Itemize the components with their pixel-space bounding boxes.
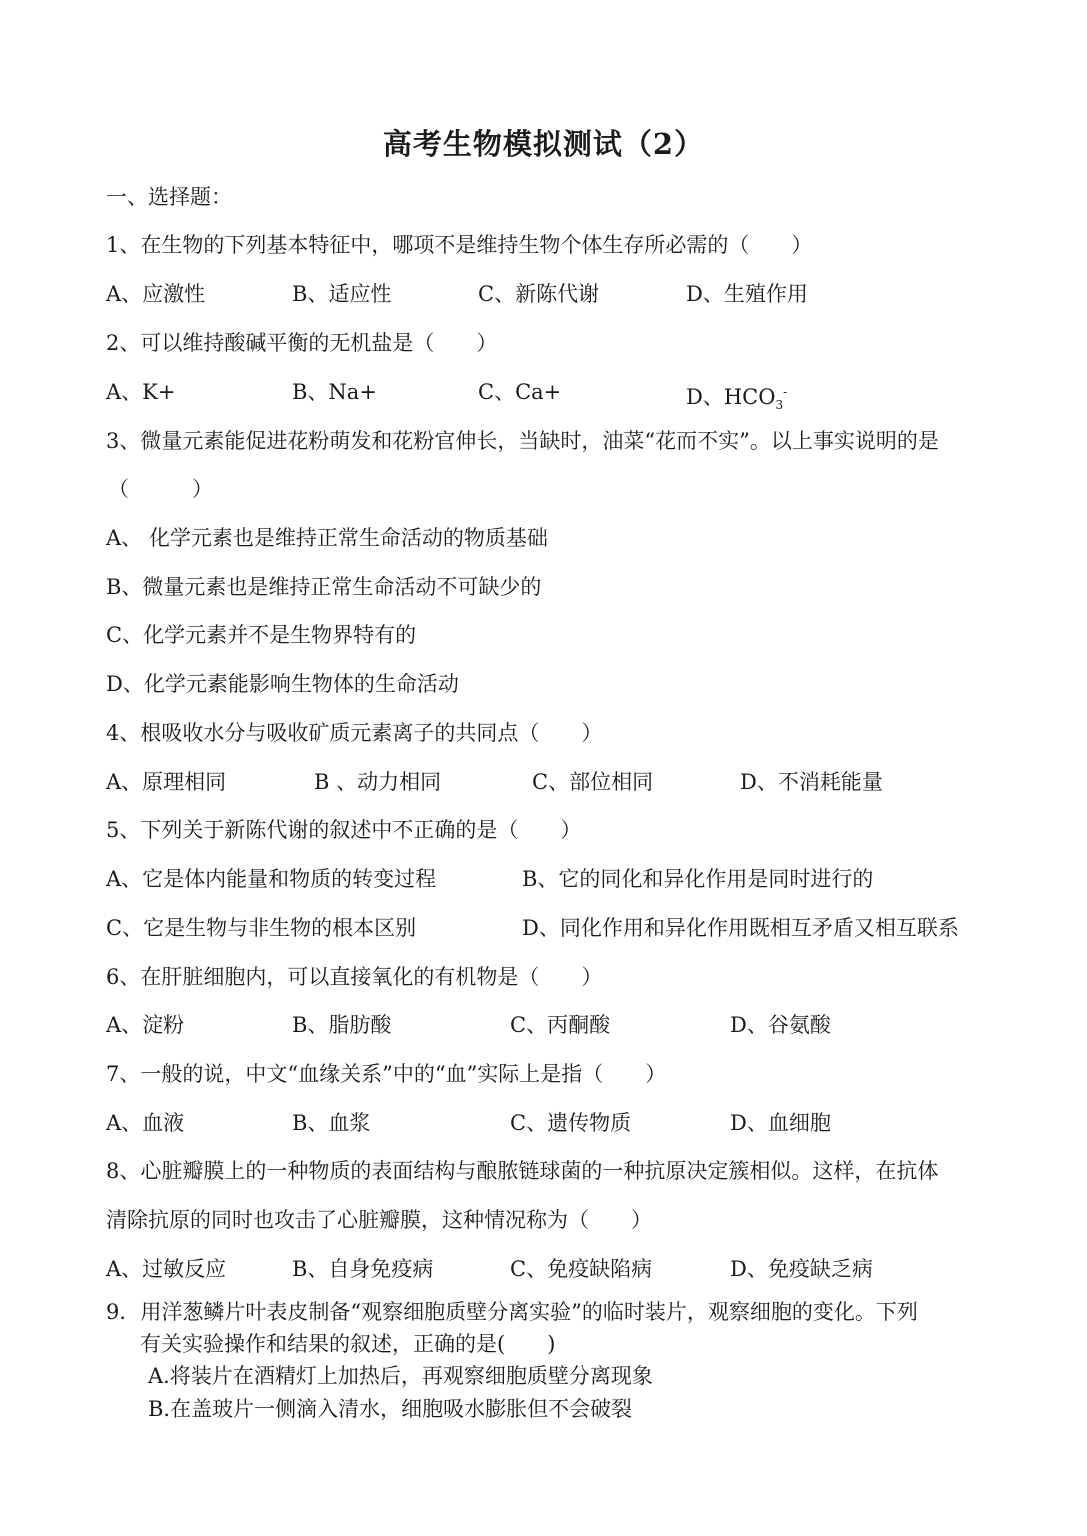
question-2-option-b: B、Na+ [292, 380, 377, 404]
question-4-option-b: B 、动力相同 [314, 770, 442, 794]
section-heading: 一、选择题： [106, 185, 232, 209]
question-6-option-b: B、脂肪酸 [292, 1013, 392, 1037]
question-8-stem-line-1: 8、心脏瓣膜上的一种物质的表面结构与酿脓链球菌的一种抗原决定簇相似。这样，在抗体 [106, 1159, 939, 1183]
question-3-option-a: A、 化学元素也是维持正常生命活动的物质基础 [106, 526, 548, 550]
question-3-option-d: D、化学元素能影响生物体的生命活动 [106, 672, 459, 696]
question-1-option-a: A、应激性 [106, 282, 206, 306]
question-4-option-d: D、不消耗能量 [740, 770, 883, 794]
question-6-stem: 6、在肝脏细胞内，可以直接氧化的有机物是（ ） [106, 965, 603, 989]
question-6-option-c: C、丙酮酸 [510, 1013, 611, 1037]
question-2-stem: 2、可以维持酸碱平衡的无机盐是（ ） [106, 331, 498, 355]
question-3-option-b: B、微量元素也是维持正常生命活动不可缺少的 [106, 575, 542, 599]
question-3-stem-line-1: 3、微量元素能促进花粉萌发和花粉官伸长，当缺时，油菜“花而不实”。以上事实说明的是 [106, 429, 939, 453]
question-7-stem: 7、一般的说，中文“血缘关系”中的“血”实际上是指（ ） [106, 1062, 667, 1086]
question-1-option-b: B、适应性 [292, 282, 392, 306]
question-2-option-d [686, 379, 787, 418]
question-4-option-a: A、原理相同 [106, 770, 227, 794]
question-5-stem: 5、下列关于新陈代谢的叙述中不正确的是（ ） [106, 818, 582, 842]
question-7-option-a: A、血液 [106, 1111, 185, 1135]
question-9-stem-line-1: 9．用洋葱鳞片叶表皮制备“观察细胞质壁分离实验”的临时装片，观察细胞的变化。下列 [106, 1300, 918, 1324]
question-2-option-d-prefix: D、HCO [686, 385, 776, 409]
question-5-option-a: A、它是体内能量和物质的转变过程 [106, 867, 437, 891]
question-8-option-a: A、过敏反应 [106, 1257, 227, 1281]
question-1-option-c: C、新陈代谢 [478, 282, 600, 306]
question-1-stem: 1、在生物的下列基本特征中，哪项不是维持生物个体生存所必需的（ ） [106, 233, 813, 257]
question-8-option-d: D、免疫缺乏病 [730, 1257, 873, 1281]
page-title: 高考生物模拟测试（2） [382, 127, 705, 161]
question-9-stem-line-2: 有关实验操作和结果的叙述，正确的是( ) [140, 1332, 556, 1356]
question-3-stem-line-2: （ ） [108, 477, 213, 501]
question-4-option-c: C、部位相同 [532, 770, 654, 794]
question-6-option-d: D、谷氨酸 [730, 1013, 831, 1037]
question-1-option-d: D、生殖作用 [686, 282, 808, 306]
question-7-option-c: C、遗传物质 [510, 1111, 632, 1135]
question-5-option-d: D、同化作用和异化作用既相互矛盾又相互联系 [522, 916, 959, 940]
question-4-stem: 4、根吸收水分与吸收矿质元素离子的共同点（ ） [106, 721, 603, 745]
question-8-option-c: C、免疫缺陷病 [510, 1257, 653, 1281]
question-9-option-b: B.在盖玻片一侧滴入清水，细胞吸水膨胀但不会破裂 [148, 1397, 633, 1421]
question-7-option-d: D、血细胞 [730, 1111, 831, 1135]
question-5-option-b: B、它的同化和异化作用是同时进行的 [522, 867, 874, 891]
question-3-option-c: C、化学元素并不是生物界特有的 [106, 623, 417, 647]
question-2-option-a: A、K+ [106, 380, 176, 404]
question-2-option-c: C、Ca+ [478, 380, 562, 404]
question-8-stem-line-2: 清除抗原的同时也攻击了心脏瓣膜，这种情况称为（ ） [106, 1208, 652, 1232]
question-2-option-d-subscript: 3 [775, 398, 784, 413]
question-9-option-a: A.将装片在酒精灯上加热后，再观察细胞质壁分离现象 [148, 1364, 653, 1388]
question-5-option-c: C、它是生物与非生物的根本区别 [106, 916, 417, 940]
question-2-option-d-superscript: - [783, 385, 788, 399]
question-6-option-a: A、淀粉 [106, 1013, 185, 1037]
question-8-option-b: B、自身免疫病 [292, 1257, 434, 1281]
question-7-option-b: B、血浆 [292, 1111, 371, 1135]
